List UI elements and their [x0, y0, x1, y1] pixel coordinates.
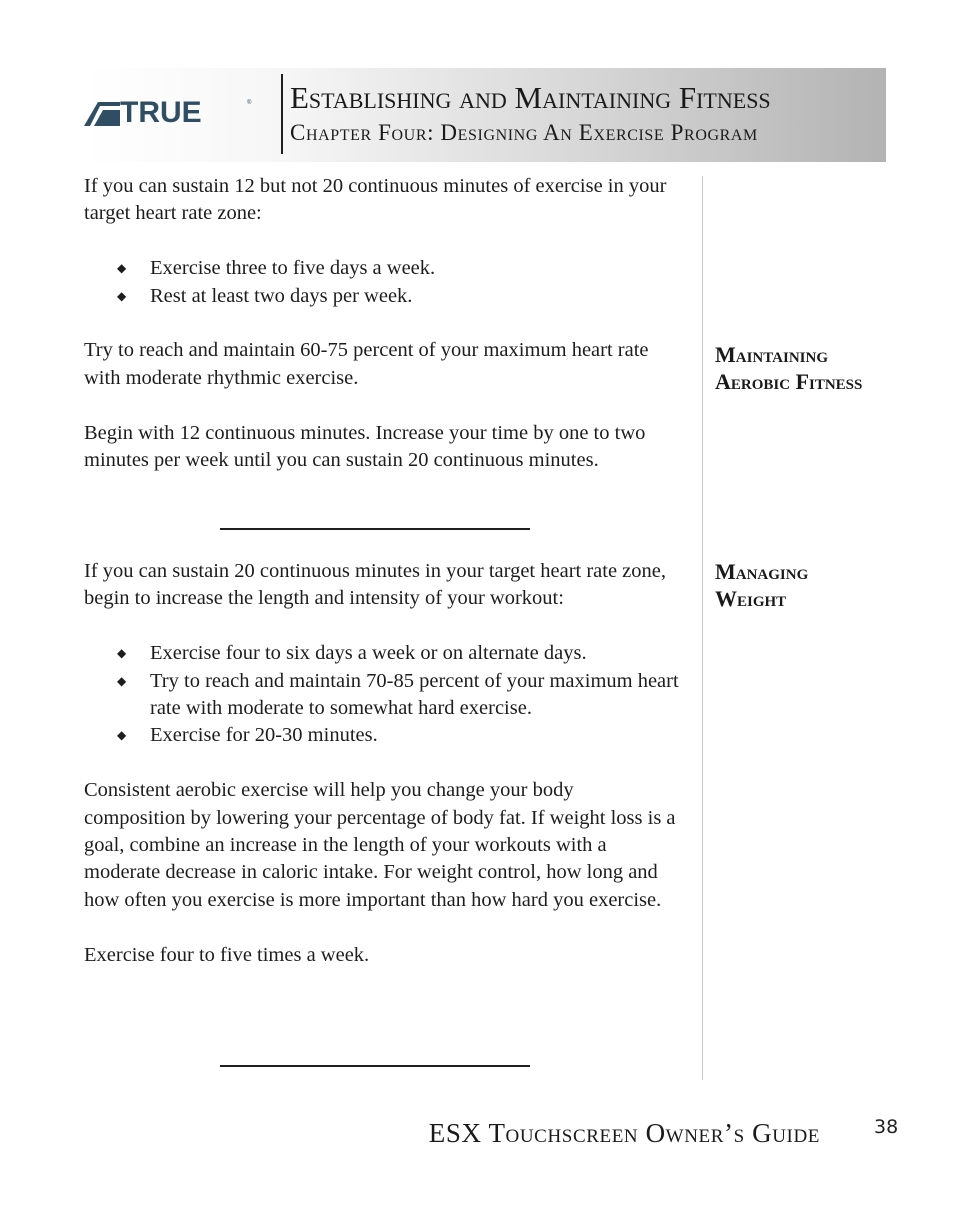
sidebar-heading-aerobic: Maintaining Aerobic Fitness [715, 342, 863, 395]
bullet-icon: ◆ [117, 261, 127, 276]
main-content [84, 173, 680, 474]
bullet-icon: ◆ [117, 728, 127, 743]
chapter-title: Establishing and Maintaining Fitness [290, 80, 771, 115]
sidebar-heading-weight: Managing Weight [715, 559, 809, 612]
section1-paragraph: Begin with 12 continuous minutes. Increase your time by one to two minutes per week until you can sustain 20 continuous minutes. [84, 421, 646, 472]
section1-bullet-list [84, 255, 680, 310]
section1-intro: If you can sustain 12 but not 20 continuous minutes of exercise in your target heart rate zone: [84, 175, 667, 225]
list-item: ◆ Exercise four to six days a week or on alternate days. [84, 640, 680, 667]
section1-paragraph: Try to reach and maintain 60-75 percent of your maximum heart rate with moderate rhythmic exercise. [84, 339, 649, 389]
main-content-section2 [84, 558, 680, 969]
section-divider [220, 528, 530, 530]
section2-intro: If you can sustain 20 continuous minutes in your target heart rate zone, begin to increase the length and intensity of your workout: [84, 560, 667, 610]
bullet-icon: ◆ [117, 673, 127, 688]
bullet-icon: ◆ [117, 646, 127, 661]
header-divider [281, 74, 283, 154]
bullet-icon: ◆ [117, 288, 127, 303]
list-item: ◆ Try to reach and maintain 70-85 percent of your maximum heart rate with moderate to somewhat hard exercise. [117, 669, 679, 720]
chapter-subtitle: Chapter Four: Designing An Exercise Program [290, 120, 758, 145]
section2-paragraph: Exercise four to five times a week. [84, 943, 370, 966]
list-item: ◆ Exercise three to five days a week. [84, 255, 680, 282]
section2-paragraph: Consistent aerobic exercise will help you change your body composition by lowering your percentage of body fat. If weight loss is a goal, combine an increase in the length of your workouts with a moderate decrease in caloric intake. For weight control, how long and how often you exercise is more important than how hard you exercise. [84, 779, 676, 911]
footer-title: ESX Touchscreen Owner’s Guide [428, 1118, 820, 1148]
section-divider [220, 1065, 530, 1067]
page-number: 38 [874, 1116, 899, 1138]
logo-mark-icon [84, 102, 120, 126]
true-logo [84, 96, 252, 129]
logo-trademark: ® [247, 100, 252, 106]
logo-text: TRUE [120, 96, 202, 129]
list-item: ◆ Rest at least two days per week. [84, 283, 680, 310]
list-item: ◆ Exercise for 20-30 minutes. [84, 722, 680, 749]
sidebar-rule [702, 176, 703, 1080]
section2-bullet-list [84, 640, 680, 750]
